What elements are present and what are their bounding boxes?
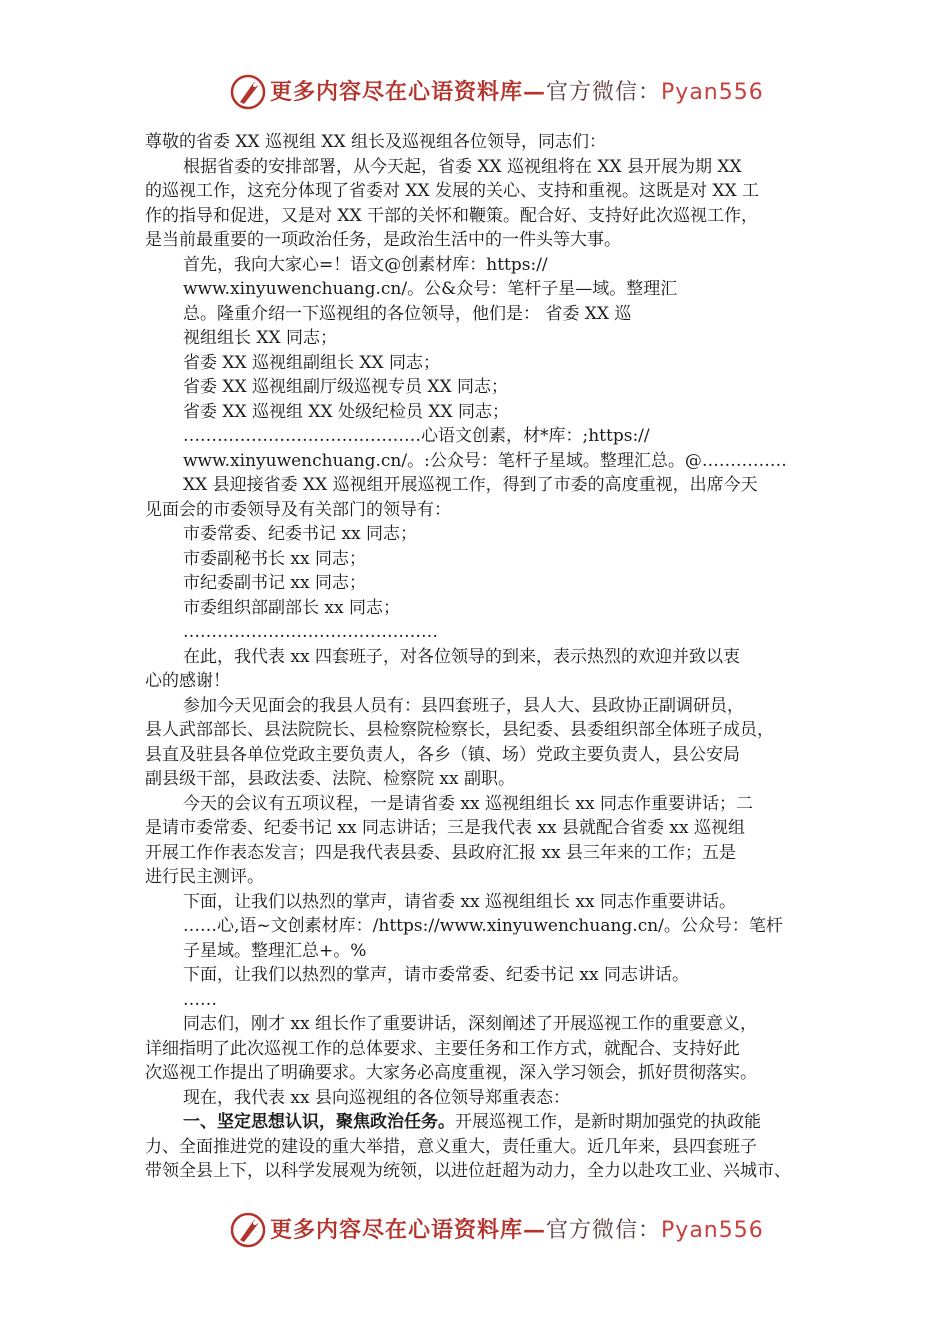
- paragraph-line: 参加今天见面会的我县人员有：县四套班子，县人大、县政协正副调研员，: [183, 695, 744, 716]
- paragraph-line: 省委 XX 巡视组 XX 处级纪检员 XX 同志；: [183, 401, 510, 422]
- paragraph-line: 见面会的市委领导及有关部门的领导有：: [145, 499, 451, 520]
- paragraph-line: 心的感谢！: [145, 671, 230, 691]
- banner-text: 更多内容尽在心语资料库—官方微信：Pyan556: [270, 1217, 764, 1243]
- paragraph-line: XX 县迎接省委 XX 巡视组开展巡视工作，得到了市委的高度重视，出席今天: [183, 475, 758, 495]
- paragraph-line: 市委组织部副部长 xx 同志；: [183, 597, 400, 618]
- paragraph-line: 现在，我代表 xx 县向巡视组的各位领导郑重表态：: [183, 1087, 570, 1108]
- paragraph-line: 是请市委常委、纪委书记 xx 同志讲话；三是我代表 xx 县就配合省委 xx 巡视组: [145, 818, 745, 838]
- paragraph-line: ………………………………………: [183, 622, 438, 642]
- banner-text: 更多内容尽在心语资料库—官方微信：Pyan556: [270, 79, 764, 105]
- paragraph-line: 次巡视工作提出了明确要求。大家务必高度重视，深入学习领会，抓好贯彻落实。: [145, 1063, 757, 1083]
- paragraph-line: 作的指导和促进，又是对 XX 干部的关怀和鞭策。配合好、支持好此次巡视工作，: [145, 205, 759, 226]
- paragraph-line: 是当前最重要的一项政治任务，是政治生活中的一件头等大事。: [145, 230, 621, 250]
- pen-nib-seal-icon: [228, 1210, 268, 1250]
- paragraph-line: 副县级干部，县政法委、法院、检察院 xx 副职。: [145, 769, 515, 789]
- footer-watermark-banner: [0, 1208, 950, 1252]
- paragraph-line: ……心,语~文创素材库：/https://www.xinyuwenchuang.cn/。公众号：笔杆: [183, 916, 783, 936]
- paragraph-line: 省委 XX 巡视组副组长 XX 同志；: [183, 352, 441, 373]
- paragraph-line: 力、全面推进党的建设的重大举措，意义重大，责任重大。近几年来，县四套班子: [145, 1136, 757, 1157]
- paragraph-line: 根据省委的安排部署，从今天起，省委 XX 巡视组将在 XX 县开展为期 XX: [183, 156, 742, 177]
- paragraph-line: 同志们，刚才 xx 组长作了重要讲话，深刻阐述了开展巡视工作的重要意义，: [183, 1014, 757, 1034]
- paragraph-line: 视组组长 XX 同志；: [183, 328, 338, 348]
- paragraph-line: 县直及驻县各单位党政主要负责人，各乡（镇、场）党政主要负责人，县公安局: [145, 744, 740, 765]
- paragraph-line: 市委常委、纪委书记 xx 同志；: [183, 524, 417, 544]
- paragraph-line: 详细指明了此次巡视工作的总体要求、主要任务和工作方式，就配合、支持好此: [145, 1038, 740, 1059]
- paragraph-line: 下面，让我们以热烈的掌声，请省委 xx 巡视组组长 xx 同志作重要讲话。: [183, 891, 736, 912]
- section-heading: 一、坚定思想认识，聚焦政治任务。: [183, 1112, 455, 1132]
- paragraph-line: 带领全县上下，以科学发展观为统领，以进位赶超为动力，全力以赴攻工业、兴城市、: [145, 1161, 791, 1181]
- paragraph-line: 下面，让我们以热烈的掌声，请市委常委、纪委书记 xx 同志讲话。: [183, 965, 689, 985]
- paragraph-line: ……: [183, 989, 217, 1010]
- paragraph-line: 市委副秘书长 xx 同志；: [183, 548, 366, 569]
- header-watermark-banner: [0, 70, 950, 114]
- document-body: [145, 130, 825, 1184]
- paragraph-line: 市纪委副书记 xx 同志；: [183, 573, 366, 593]
- paragraph-line: 首先，我向大家心=！语文@创素材库：https://: [183, 254, 548, 275]
- paragraph-line: 一、坚定思想认识，聚焦政治任务。开展巡视工作，是新时期加强党的执政能: [183, 1112, 761, 1132]
- paragraph-line: ……………………………………心语文创素，材*库：;https://: [183, 426, 650, 446]
- paragraph-line: 省委 XX 巡视组副厅级巡视专员 XX 同志；: [183, 377, 509, 397]
- paragraph-line: 县人武部部长、县法院院长、县检察院检察长，县纪委、县委组织部全体班子成员，: [145, 720, 774, 740]
- paragraph-line: www.xinyuwenchuang.cn/。:公众号：笔杆子星域。整理汇总。@……………: [183, 450, 787, 471]
- salutation: 尊敬的省委 XX 巡视组 XX 组长及巡视组各位领导，同志们：: [145, 132, 607, 152]
- paragraph-line: 的巡视工作，这充分体现了省委对 XX 发展的关心、支持和重视。这既是对 XX 工: [145, 181, 760, 201]
- paragraph-line: www.xinyuwenchuang.cn/。公&众号：笔杆子星—域。整理汇: [183, 279, 678, 299]
- paragraph-line: 在此，我代表 xx 四套班子，对各位领导的到来，表示热烈的欢迎并致以衷: [183, 646, 740, 667]
- paragraph-line: 进行民主测评。: [145, 867, 264, 887]
- paragraph-line: 开展工作作表态发言；四是我代表县委、县政府汇报 xx 县三年来的工作；五是: [145, 842, 736, 863]
- pen-nib-seal-icon: [228, 72, 268, 112]
- paragraph-line: 子星域。整理汇总+。%: [183, 940, 367, 961]
- paragraph-line: 今天的会议有五项议程，一是请省委 xx 巡视组组长 xx 同志作重要讲话；二: [183, 793, 753, 814]
- paragraph-line: 总。隆重介绍一下巡视组的各位领导，他们是： 省委 XX 巡: [183, 303, 632, 324]
